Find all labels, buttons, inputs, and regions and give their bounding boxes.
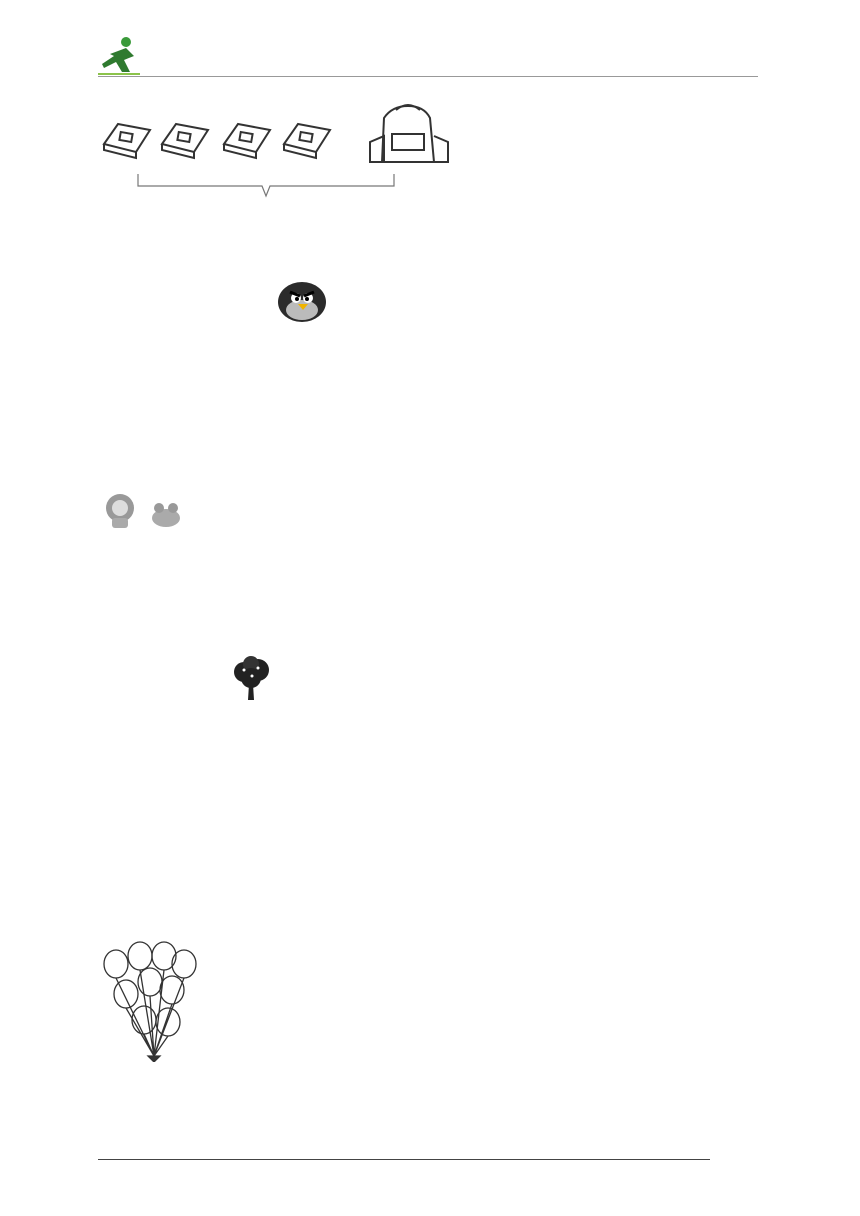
lion-icon: [104, 492, 136, 528]
header-divider: [98, 76, 758, 77]
book-icon: [162, 124, 208, 158]
angry-bird-icon: [274, 278, 328, 324]
frog-icon: [150, 500, 182, 528]
balloons-illustration: [100, 938, 200, 1062]
books-bag-illustration: [100, 100, 460, 232]
book-icon: [284, 124, 330, 158]
backpack-icon: [370, 105, 448, 162]
book-icon: [224, 124, 270, 158]
frog-row: [110, 438, 650, 470]
flowers-illustration: [110, 762, 410, 852]
footer-divider: [98, 1159, 710, 1160]
lion-row: [110, 374, 430, 414]
apple-tree-icon: [232, 656, 270, 702]
book-icon: [104, 124, 150, 158]
logo: [96, 34, 146, 78]
